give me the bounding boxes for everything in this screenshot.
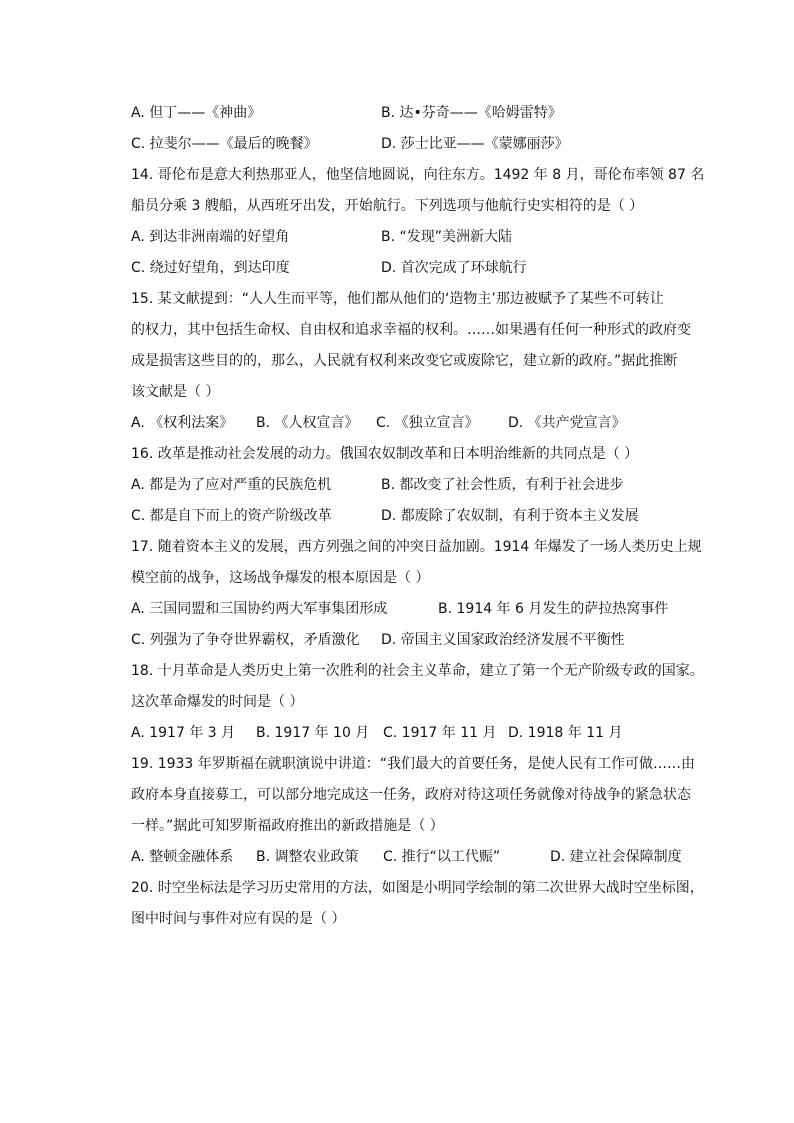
text-line: 的权力，其中包括生命权、自由权和追求幸福的权利。……如果遇有任何一种形式的政府变 (131, 322, 691, 338)
answer-option: C. 《独立宣言》 (376, 415, 479, 431)
text-line: 15. 某文献提到：“人人生而平等，他们都从他们的‘造物主’那边被赋予了某些不可转让 (131, 291, 664, 307)
answer-option: D. 首次完成了环球航行 (381, 260, 527, 276)
answer-option: D. 都废除了农奴制，有利于资本主义发展 (381, 508, 639, 524)
answer-option: C. 都是自下而上的资产阶级改革 (131, 508, 332, 524)
answer-option: B. 都改变了社会性质，有利于社会进步 (381, 477, 624, 493)
answer-option: A. 到达非洲南端的好望角 (131, 229, 290, 245)
answer-option: B. 《人权宣言》 (256, 415, 359, 431)
answer-option: A. 但丁——《神曲》 (131, 105, 262, 121)
text-line: 这次革命爆发的时间是（ ） (131, 694, 304, 710)
answer-option: B. 达•芬奇——《哈姆雷特》 (381, 105, 562, 121)
text-line: 该文献是（ ） (131, 384, 220, 400)
text-line: 政府本身直接募工，可以部分地完成这一任务，政府对待这项任务就像对待战争的紧急状态 (131, 787, 691, 803)
answer-option: A. 1917 年 3 月 (131, 725, 236, 741)
text-line: 14. 哥伦布是意大利热那亚人，他坚信地圆说，向往东方。1492 年 8 月，哥伦布率领 87 名 (131, 167, 705, 183)
answer-option: C. 拉斐尔——《最后的晚餐》 (131, 136, 318, 152)
answer-option: B. 1917 年 10 月 (256, 725, 370, 741)
text-line: 一样。”据此可知罗斯福政府推出的新政措施是（ ） (131, 818, 444, 834)
answer-option: A. 三国同盟和三国协约两大军事集团形成 (131, 601, 388, 617)
answer-option: D. 建立社会保障制度 (550, 849, 682, 865)
answer-option: B. “发现”美洲新大陆 (381, 229, 513, 245)
answer-option: D. 1918 年 11 月 (508, 725, 623, 741)
text-line: 成是损害这些目的的，那么，人民就有权利来改变它或废除它，建立新的政府。”据此推断 (131, 353, 678, 369)
text-line: 18. 十月革命是人类历史上第一次胜利的社会主义革命，建立了第一个无产阶级专政的国家。 (131, 663, 704, 679)
answer-option: D. 帝国主义国家政治经济发展不平衡性 (381, 632, 625, 648)
answer-option: B. 调整农业政策 (256, 849, 359, 865)
text-line: 20. 时空坐标法是学习历史常用的方法，如图是小明同学绘制的第二次世界大战时空坐标图， (131, 880, 704, 896)
text-line: 模空前的战争，这场战争爆发的根本原因是（ ） (131, 570, 430, 586)
answer-option: D. 莎士比亚——《蒙娜丽莎》 (381, 136, 569, 152)
text-line: 图中时间与事件对应有误的是（ ） (131, 911, 346, 927)
answer-option: A. 整顿金融体系 (131, 849, 234, 865)
text-line: 17. 随着资本主义的发展，西方列强之间的冲突日益加剧。1914 年爆发了一场人类历史上规 (131, 539, 702, 555)
text-line: 16. 改革是推动社会发展的动力。俄国农奴制改革和日本明治维新的共同点是（ ） (131, 446, 639, 462)
answer-option: B. 1914 年 6 月发生的萨拉热窝事件 (438, 601, 669, 617)
answer-option: C. 列强为了争夺世界霸权，矛盾激化 (131, 632, 360, 648)
text-line: 船员分乘 3 艘船，从西班牙出发，开始航行。下列选项与他航行史实相符的是（ ） (131, 198, 644, 214)
answer-option: A. 《权利法案》 (131, 415, 234, 431)
answer-option: C. 推行“以工代赈” (383, 849, 501, 865)
answer-option: A. 都是为了应对严重的民族危机 (131, 477, 332, 493)
answer-option: C. 1917 年 11 月 (383, 725, 497, 741)
answer-option: C. 绕过好望角，到达印度 (131, 260, 290, 276)
answer-option: D. 《共产党宣言》 (508, 415, 626, 431)
text-line: 19. 1933 年罗斯福在就职演说中讲道：“我们最大的首要任务，是使人民有工作可做……由 (131, 756, 696, 772)
